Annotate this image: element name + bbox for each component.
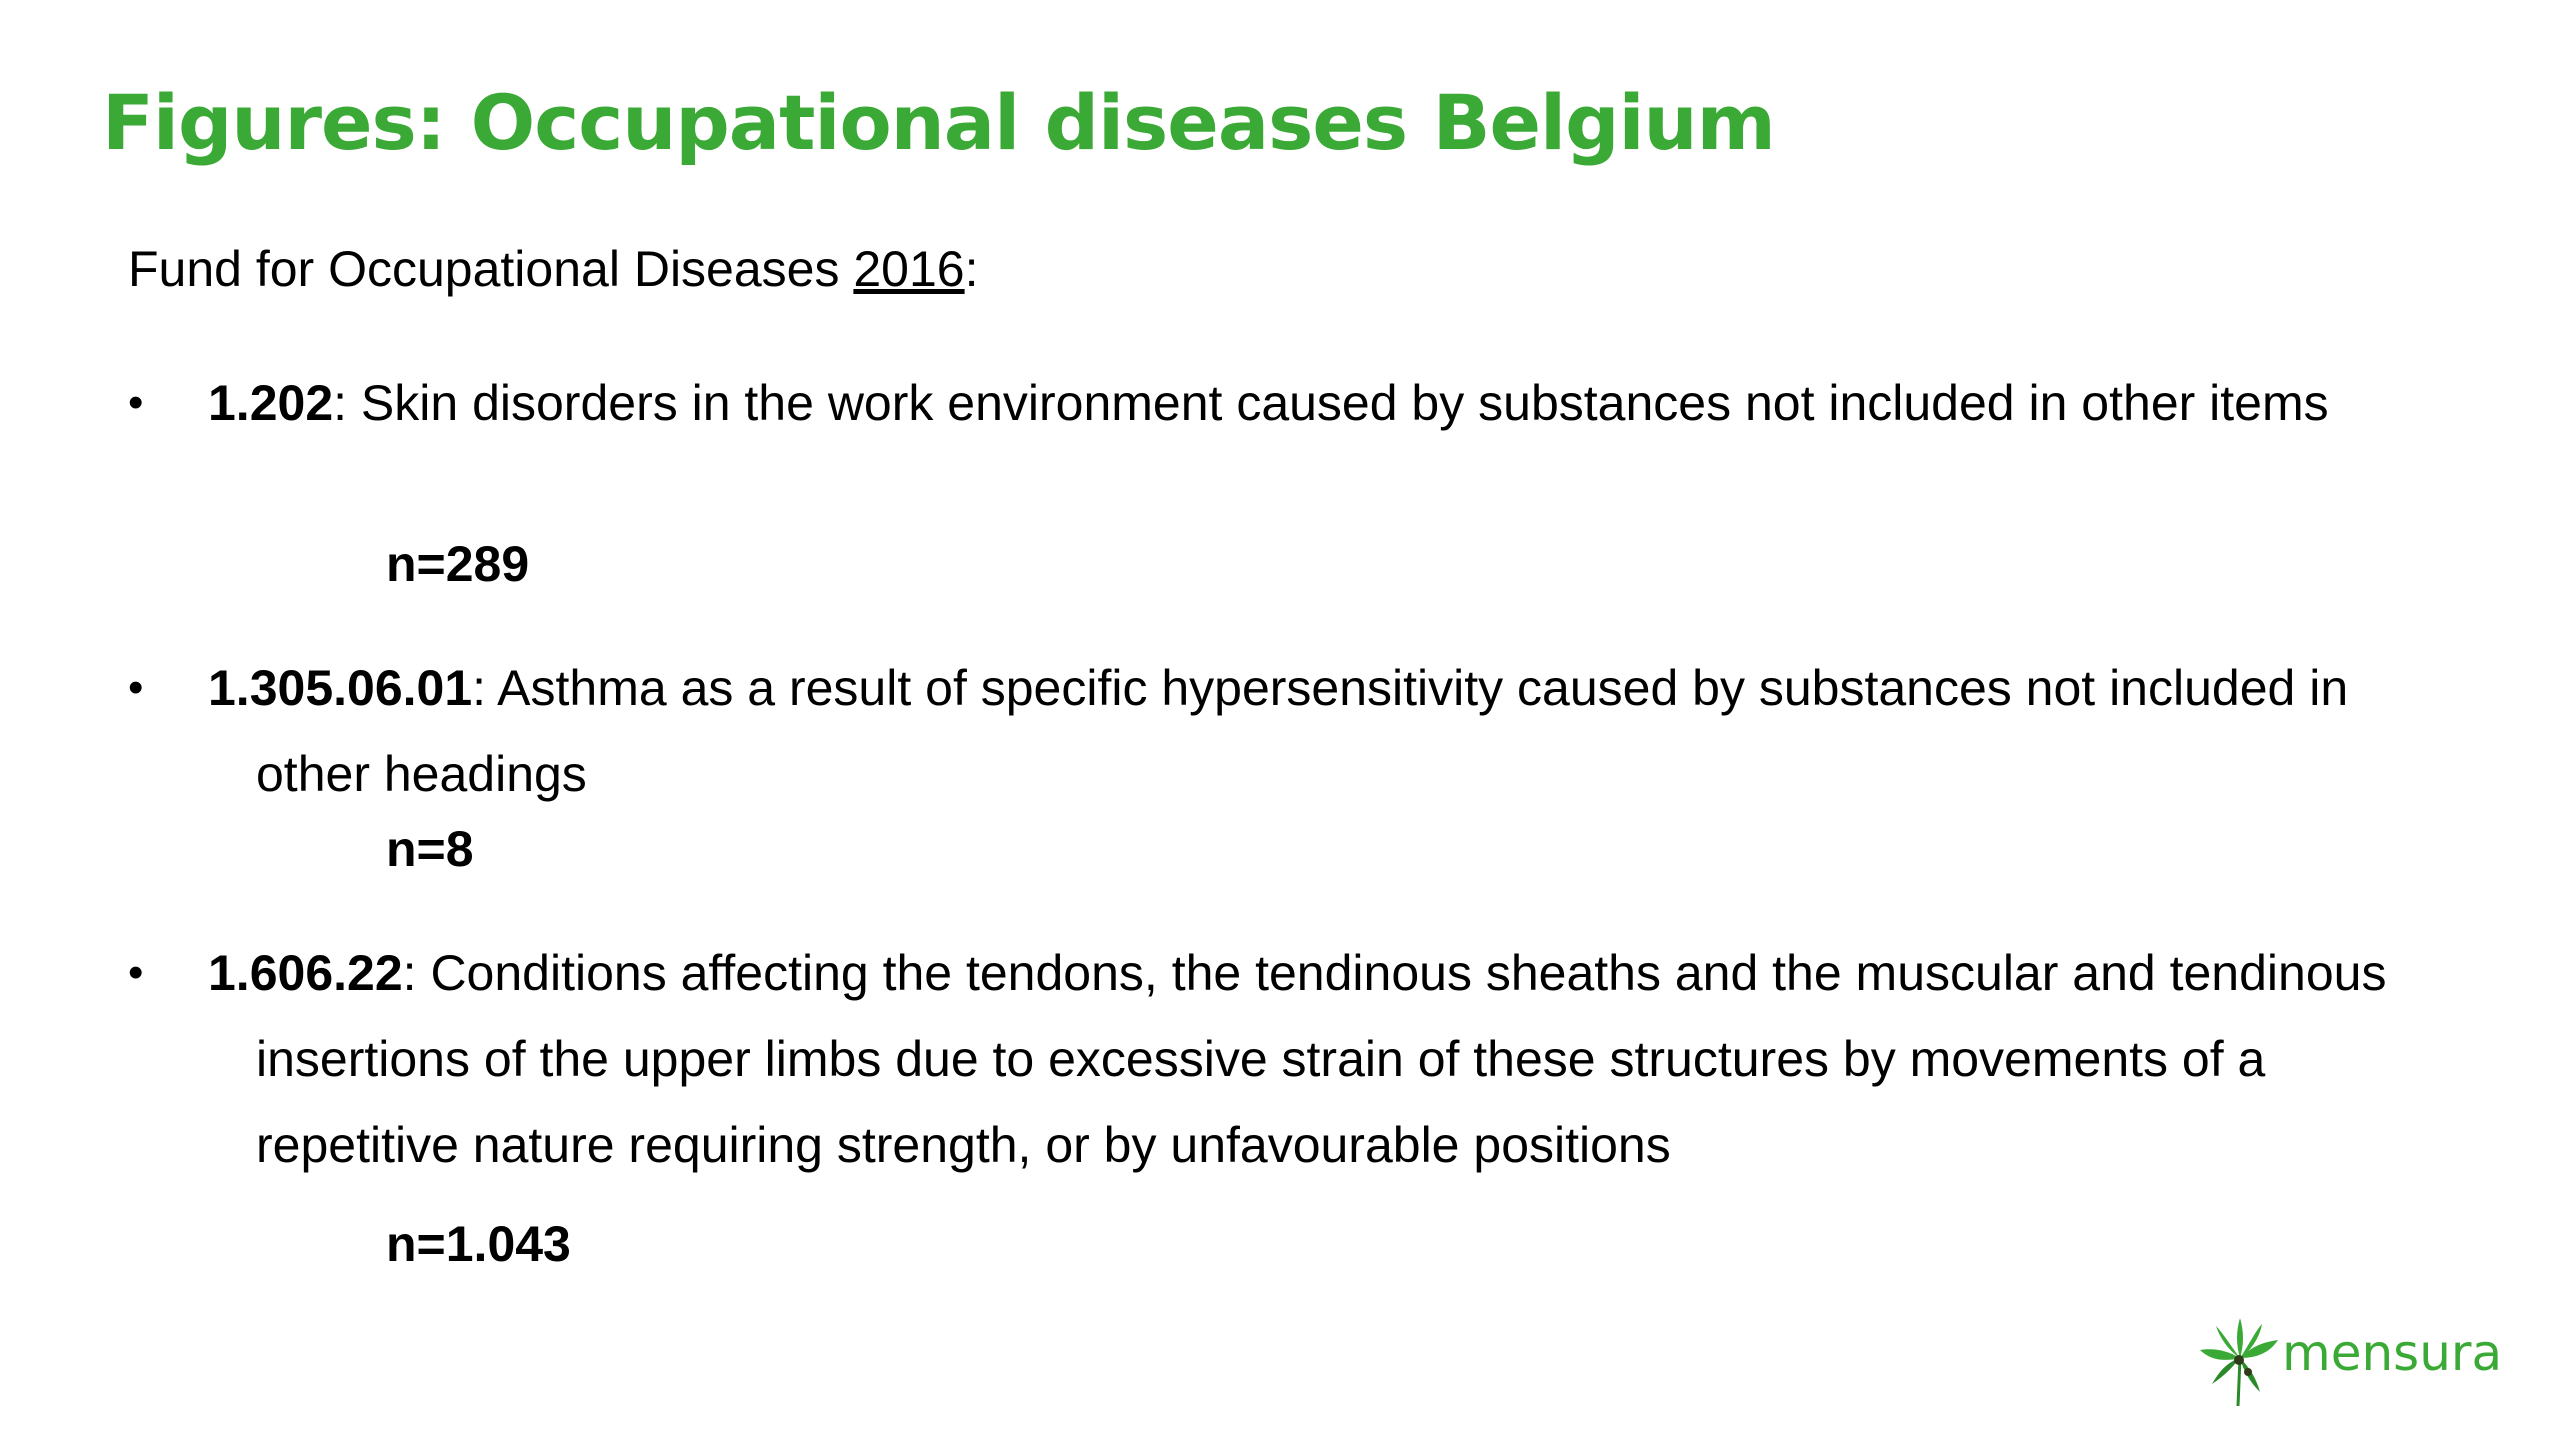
disease-item (128, 645, 2428, 817)
code-separator: : (402, 945, 417, 1001)
case-count: n=8 (386, 821, 474, 877)
bullet: • (128, 948, 144, 997)
disease-item (128, 360, 2428, 446)
disease-description (208, 360, 2428, 446)
disease-code: 1.305.06.01 (208, 660, 473, 716)
case-count: n=289 (386, 536, 530, 592)
disease-text: Conditions affecting the tendons, the tendinous sheaths and the muscular and tendinous insertions of the upper limbs due to excessive strain of these structures by movements of a repetitive nature requiring strength, or by unfavourable positions (256, 945, 2387, 1173)
subtitle-year: 2016 (853, 241, 965, 297)
disease-text: Skin disorders in the work environment caused by substances not included in other items (347, 375, 2329, 431)
disease-code: 1.606.22 (208, 945, 403, 1001)
logo-text: mensura (2282, 1324, 2503, 1382)
subtitle-prefix: Fund for Occupational Diseases (128, 241, 854, 297)
bullet: • (128, 663, 144, 712)
disease-description (208, 930, 2428, 1188)
bullet: • (128, 378, 144, 427)
slide-subtitle (128, 240, 979, 298)
disease-text: Asthma as a result of specific hypersensitivity caused by substances not included in other headings (256, 660, 2349, 802)
slide-title: Figures: Occupational diseases Belgium (102, 78, 1775, 167)
case-count: n=1.043 (386, 1216, 571, 1272)
disease-description (208, 645, 2428, 817)
code-separator: : (472, 660, 487, 716)
disease-item (128, 930, 2428, 1188)
subtitle-suffix: : (964, 241, 979, 297)
code-separator: : (333, 375, 348, 431)
olive-branch-icon (2190, 1310, 2290, 1410)
mensura-logo (2190, 1310, 2503, 1410)
disease-code: 1.202 (208, 375, 334, 431)
